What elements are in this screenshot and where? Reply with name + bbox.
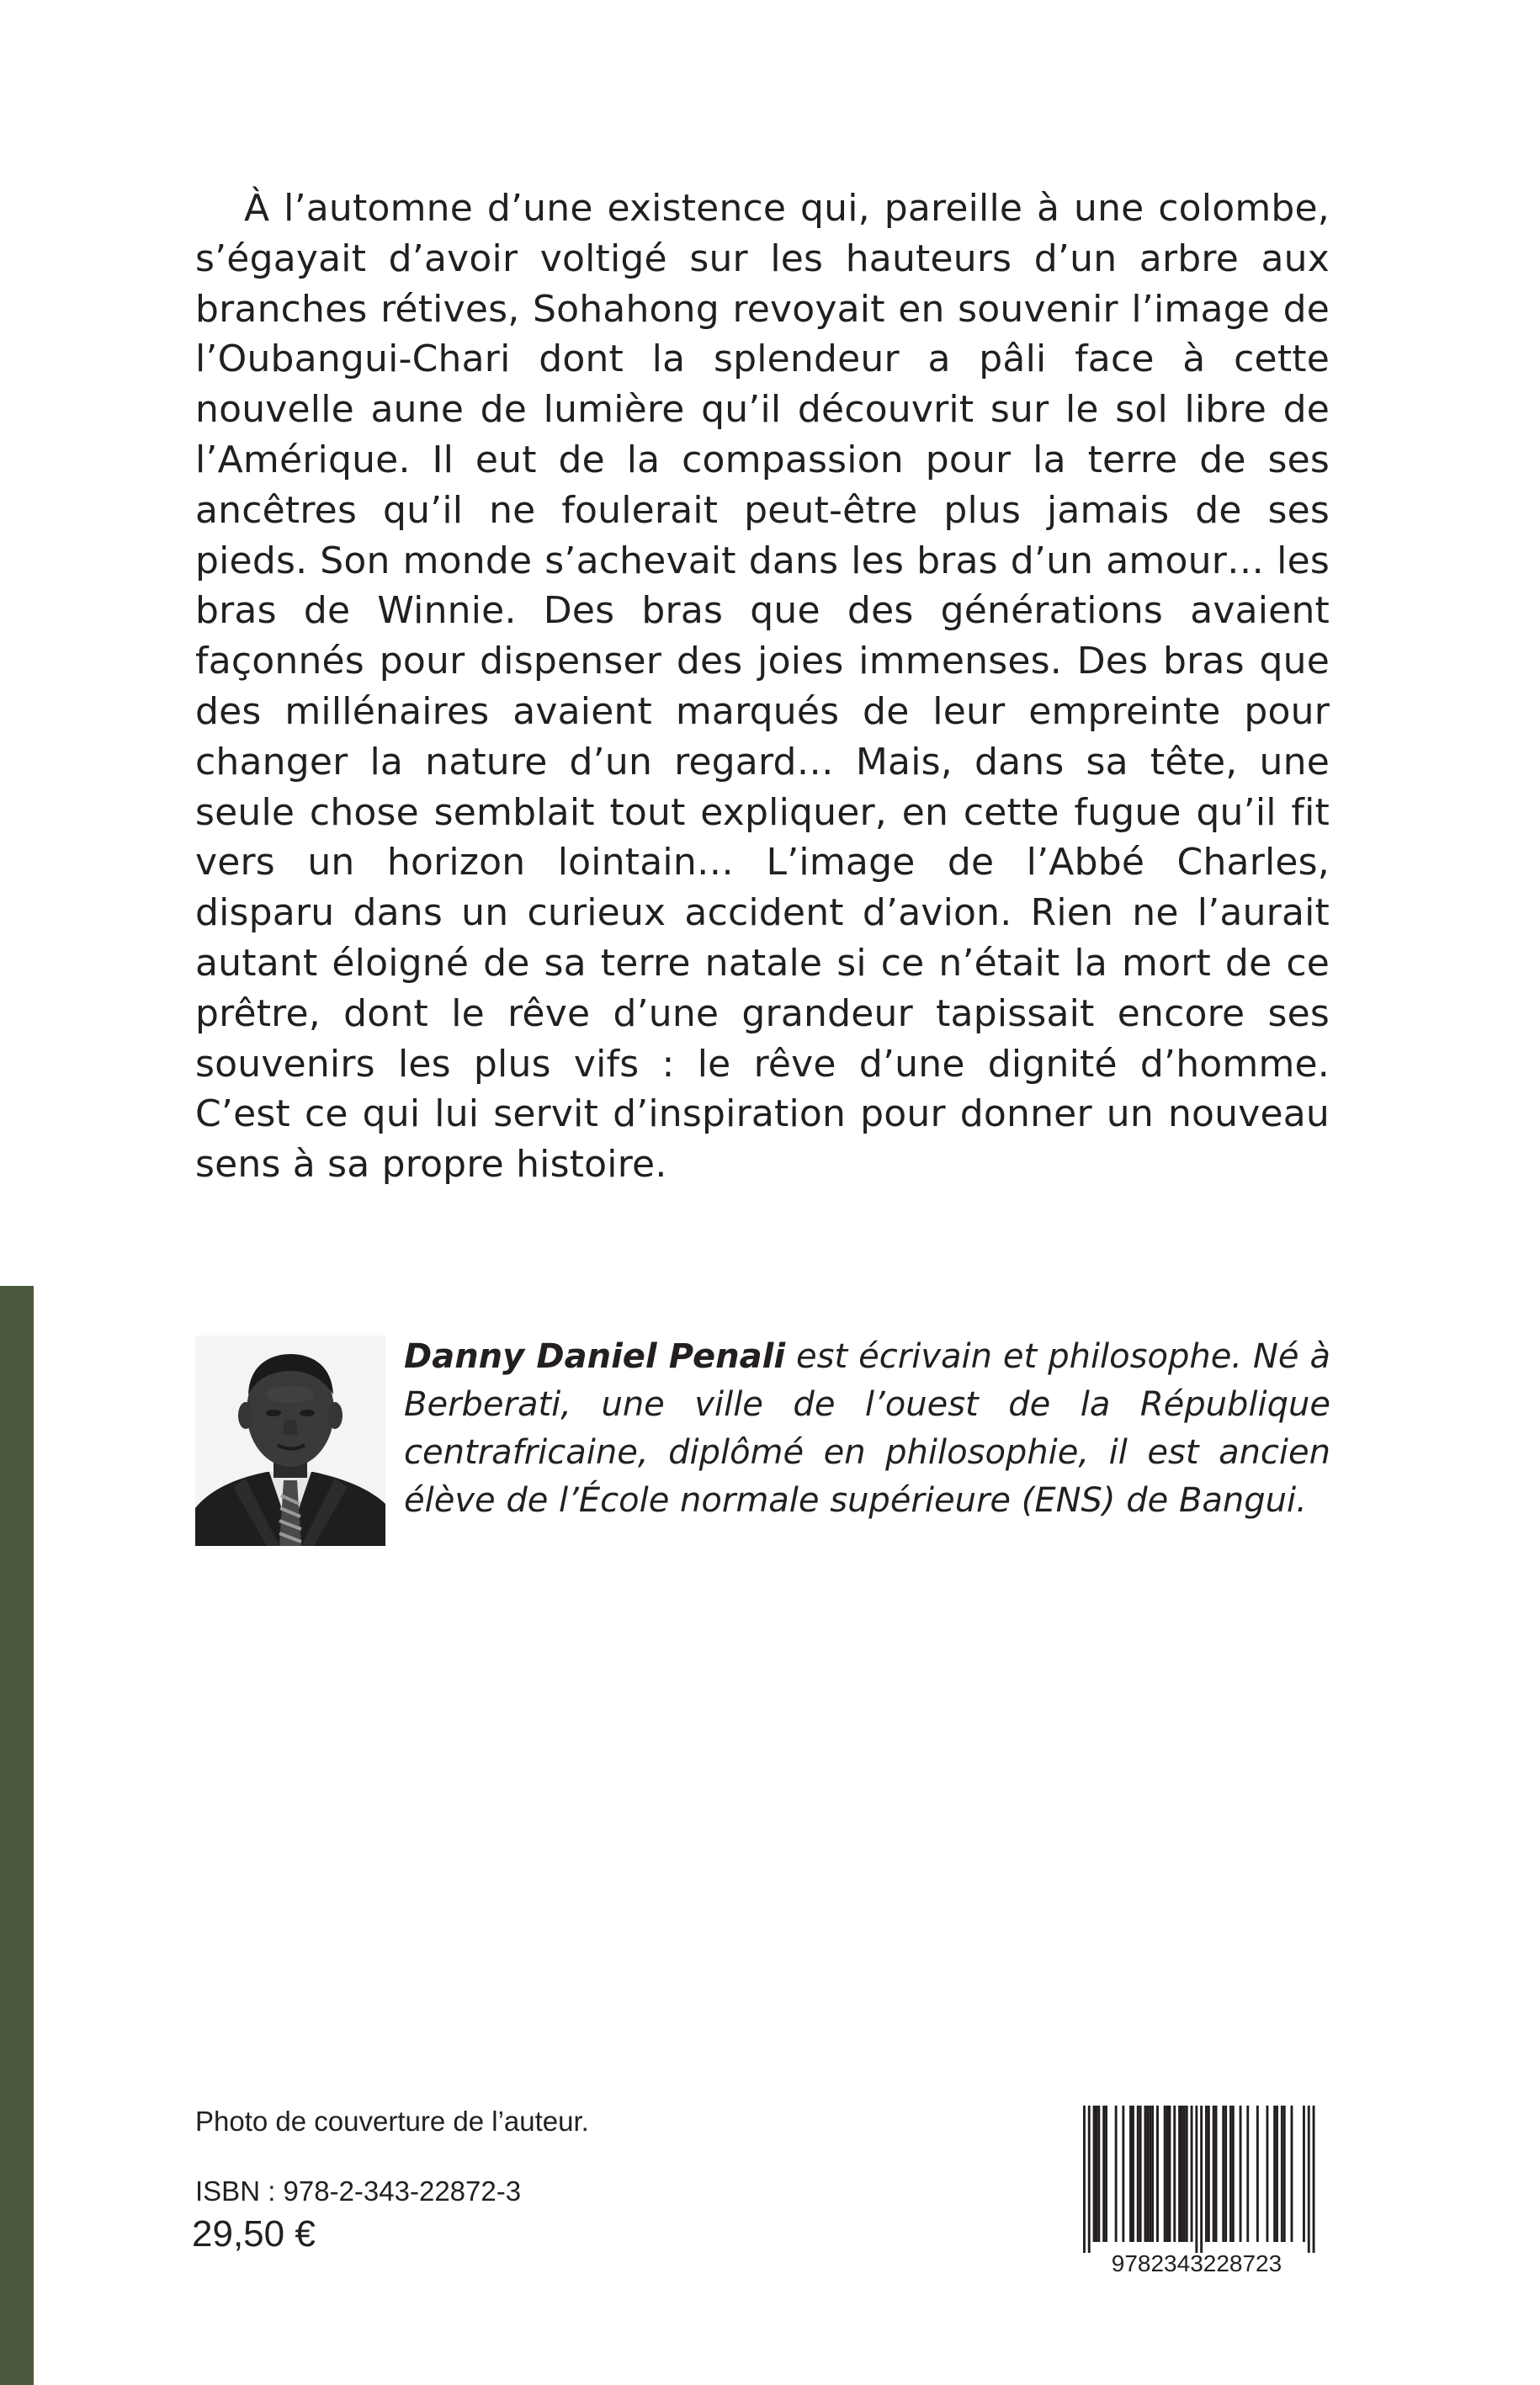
barcode-bar — [1281, 2106, 1283, 2242]
barcode-bar — [1137, 2106, 1139, 2242]
barcode-bar — [1240, 2106, 1242, 2242]
author-bio — [404, 1333, 1330, 1525]
barcode-bar — [1200, 2106, 1203, 2253]
barcode-bar — [1088, 2106, 1091, 2253]
barcode-bar — [1139, 2106, 1142, 2242]
author-portrait-image — [195, 1336, 385, 1546]
author-bio-text: est écrivain et philosophe. Né à Berberati, une ville de l’ouest de la République centrafricaine, diplômé en philosophie, il est ancien élève de l’École normale supérieure (ENS) de Bangui. — [404, 1337, 1330, 1520]
barcode-bar — [1276, 2106, 1278, 2242]
barcode-bar — [1273, 2106, 1276, 2242]
back-cover-blurb: À l’automne d’une existence qui, pareille à une colombe, s’égayait d’avoir voltigé sur les hauteurs d’un arbre aux branches rétives, Sohahong revoyait en souvenir l’image de l’Oubangui-Chari dont la splendeur a pâli face à cette nouvelle aune de lumière qu’il découvrit sur le sol libre de l’Amérique. Il eut de la compassion pour la terre de ses ancêtres qu’il ne foulerait peut-être plus jamais de ses pieds. Son monde s’achevait dans les bras d’un amour… les bras de Winnie. Des bras que des générations avaient façonnés pour dispenser des joies immenses. Des bras que des millénaires avaient marqués de leur empreinte pour changer la nature d’un regard… Mais, dans sa tête, une seule chose semblait tout expliquer, en cette fugue qu’il fit vers un horizon lointain… L’image de l’Abbé Charles, disparu dans un curieux accident d’avion. Rien ne l’aurait autant éloigné de sa terre natale si ce n’était la mort de ce prêtre, dont le rêve d’une grandeur tapissait encore ses souvenirs les plus vifs : le rêve d’une dignité d’homme. C’est ce qui lui servit d’inspiration pour donner un nouveau sens à sa propre histoire. — [195, 187, 1330, 1187]
author-photo — [195, 1336, 385, 1546]
barcode-digits: 9782343228723 — [1111, 2250, 1282, 2276]
barcode-bar — [1096, 2106, 1098, 2242]
barcode-bar — [1313, 2106, 1315, 2253]
barcode-bar — [1222, 2106, 1224, 2242]
barcode-bar — [1205, 2106, 1208, 2242]
barcode-bar — [1149, 2106, 1151, 2242]
barcode-bar — [1303, 2106, 1305, 2242]
barcode-bar — [1224, 2106, 1227, 2242]
barcode-bar — [1232, 2106, 1235, 2242]
barcode-bar — [1132, 2106, 1134, 2242]
barcode-bar — [1151, 2106, 1154, 2242]
barcode-bar — [1169, 2106, 1171, 2242]
barcode-bar — [1246, 2106, 1249, 2242]
barcode-bar — [1083, 2106, 1086, 2253]
barcode-bar — [1144, 2106, 1147, 2242]
photo-credit: Photo de couverture de l’auteur. — [195, 2106, 589, 2137]
barcode-bar — [1097, 2106, 1100, 2242]
barcode-bar — [1146, 2106, 1149, 2242]
book-price: 29,50 € — [192, 2213, 316, 2255]
isbn-barcode — [1065, 2106, 1330, 2276]
barcode-bar — [1105, 2106, 1107, 2242]
barcode-bar — [1208, 2106, 1210, 2242]
author-name: Danny Daniel Penali — [404, 1337, 786, 1376]
barcode-bar — [1195, 2106, 1197, 2253]
barcode-bar — [1129, 2106, 1132, 2242]
barcode-bar — [1308, 2106, 1310, 2253]
barcode-bar — [1115, 2106, 1118, 2242]
barcode-bar — [1093, 2106, 1096, 2242]
barcode-bar — [1291, 2106, 1293, 2242]
barcode-bar — [1213, 2106, 1215, 2242]
barcode-bar — [1267, 2106, 1269, 2242]
barcode-bar — [1215, 2106, 1218, 2242]
barcode-bar — [1186, 2106, 1188, 2242]
barcode-bar — [1191, 2106, 1193, 2242]
barcode-bar — [1229, 2106, 1232, 2242]
barcode-bar — [1181, 2106, 1183, 2242]
barcode-bar — [1102, 2106, 1105, 2242]
barcode-bar — [1156, 2106, 1159, 2242]
barcode-bar — [1178, 2106, 1181, 2242]
barcode-bar — [1256, 2106, 1259, 2242]
barcode-bar — [1283, 2106, 1286, 2242]
barcode-bar — [1183, 2106, 1186, 2242]
barcode-bar — [1173, 2106, 1176, 2242]
isbn-number: ISBN : 978-2-343-22872-3 — [195, 2175, 522, 2207]
spine-color-band — [0, 1286, 34, 2385]
barcode-bar — [1164, 2106, 1166, 2242]
barcode-bar — [1122, 2106, 1124, 2242]
barcode-bar — [1166, 2106, 1169, 2242]
